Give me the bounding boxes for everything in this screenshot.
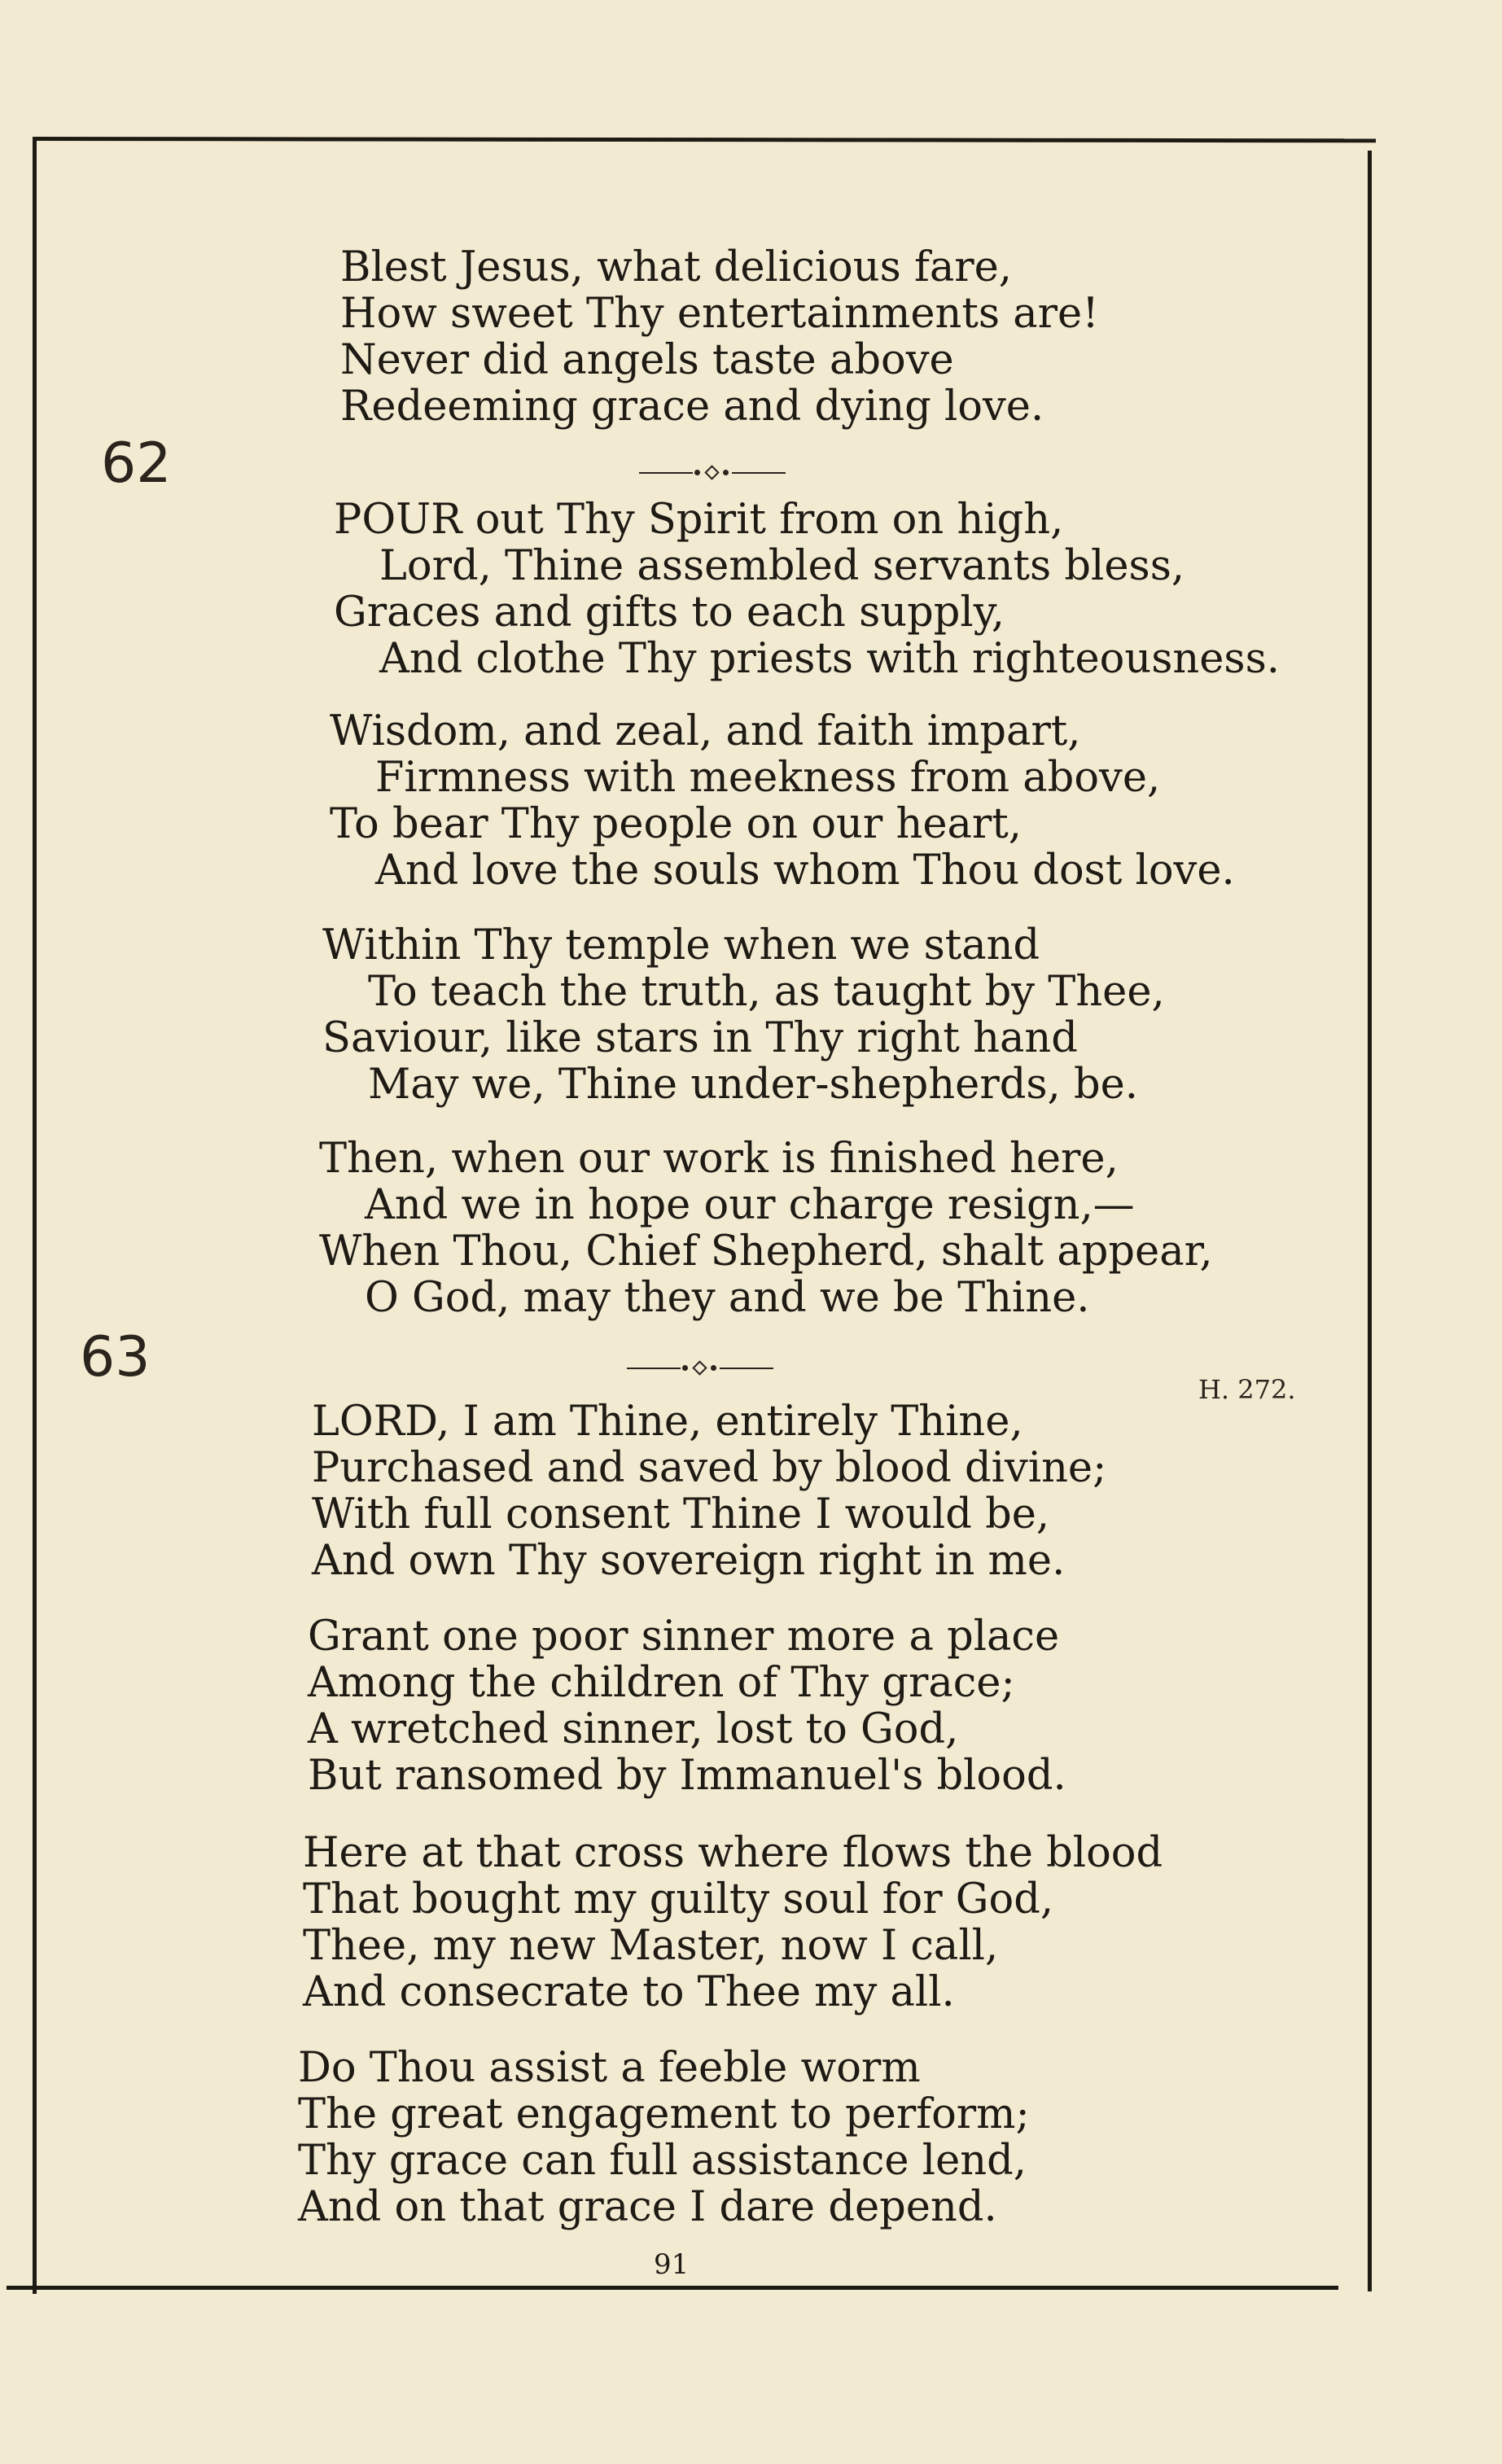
verse-line: Graces and gifts to each supply, (334, 589, 1005, 637)
hymn-number-63: 63 (80, 1325, 151, 1390)
hymn-62-verse-3 (322, 922, 1165, 1108)
verse-line: With full consent Thine I would be, (312, 1490, 1050, 1538)
verse-line: O God, may they and we be Thine. (365, 1274, 1090, 1322)
verse-line: Do Thou assist a feeble worm (298, 2044, 921, 2092)
verse-line: Here at that cross where flows the blood (303, 1829, 1163, 1877)
verse-line: And own Thy sovereign right in me. (312, 1537, 1066, 1585)
verse-line: Thee, my new Master, now I call, (303, 1922, 999, 1970)
verse-line: Grant one poor sinner more a place (308, 1613, 1060, 1661)
verse-line: May we, Thine under-shepherds, be. (368, 1061, 1138, 1109)
verse-line: Redeeming grace and dying love. (340, 383, 1044, 431)
ornament-separator (627, 1356, 773, 1381)
verse-line: To bear Thy people on our heart, (330, 800, 1022, 848)
page-number: 91 (654, 2248, 690, 2281)
verse-line: And love the souls whom Thou dost love. (375, 847, 1235, 895)
verse-line: That bought my guilty soul for God, (303, 1875, 1054, 1923)
verse-line: LORD, I am Thine, entirely Thine, (312, 1398, 1023, 1446)
frame-right-rule (1368, 151, 1372, 2291)
opening-verse (340, 244, 1099, 430)
hymn-63-reference: H. 272. (1198, 1374, 1296, 1405)
verse-line: Thy grace can full assistance lend, (298, 2137, 1027, 2185)
hymn-63-verse-2 (308, 1613, 1066, 1799)
verse-line: Within Thy temple when we stand (322, 921, 1040, 969)
verse-line: But ransomed by Immanuel's blood. (308, 1752, 1066, 1800)
verse-line: A wretched sinner, lost to God, (308, 1705, 959, 1753)
frame-bottom-rule (7, 2286, 1338, 2290)
verse-line: When Thou, Chief Shepherd, shalt appear, (319, 1228, 1213, 1276)
frame-top-rule (33, 137, 1376, 142)
verse-line: To teach the truth, as taught by Thee, (368, 968, 1165, 1016)
verse-line: POUR out Thy Spirit from on high, (334, 496, 1064, 544)
hymn-62-verse-4 (319, 1136, 1213, 1321)
hymn-number-62: 62 (101, 431, 172, 496)
verse-line: Saviour, like stars in Thy right hand (322, 1014, 1078, 1062)
verse-line: And consecrate to Thee my all. (303, 1968, 955, 2016)
verse-line: Wisdom, and zeal, and faith impart, (330, 707, 1081, 755)
hymn-62-verse-1 (334, 497, 1280, 682)
hymn-63-verse-1 (312, 1398, 1106, 1584)
hymn-63-verse-3 (303, 1830, 1163, 2015)
frame-left-rule (33, 137, 37, 2294)
hymn-62-verse-2 (330, 708, 1235, 894)
verse-line: Lord, Thine assembled servants bless, (379, 542, 1185, 590)
hymn-63-verse-4 (298, 2045, 1030, 2230)
verse-line: How sweet Thy entertainments are! (340, 290, 1099, 338)
verse-line: Among the children of Thy grace; (308, 1659, 1015, 1707)
verse-line: And on that grace I dare depend. (298, 2183, 997, 2231)
ornament-separator (639, 461, 786, 485)
verse-line: And clothe Thy priests with righteousness. (379, 635, 1280, 683)
verse-line: Then, when our work is finished here, (319, 1135, 1119, 1183)
verse-line: The great engagement to perform; (298, 2090, 1030, 2138)
verse-line: Firmness with meekness from above, (375, 754, 1161, 802)
verse-line: And we in hope our charge resign,— (365, 1181, 1135, 1229)
verse-line: Purchased and saved by blood divine; (312, 1444, 1107, 1492)
verse-line: Blest Jesus, what delicious fare, (340, 243, 1013, 291)
verse-line: Never did angels taste above (340, 336, 954, 384)
